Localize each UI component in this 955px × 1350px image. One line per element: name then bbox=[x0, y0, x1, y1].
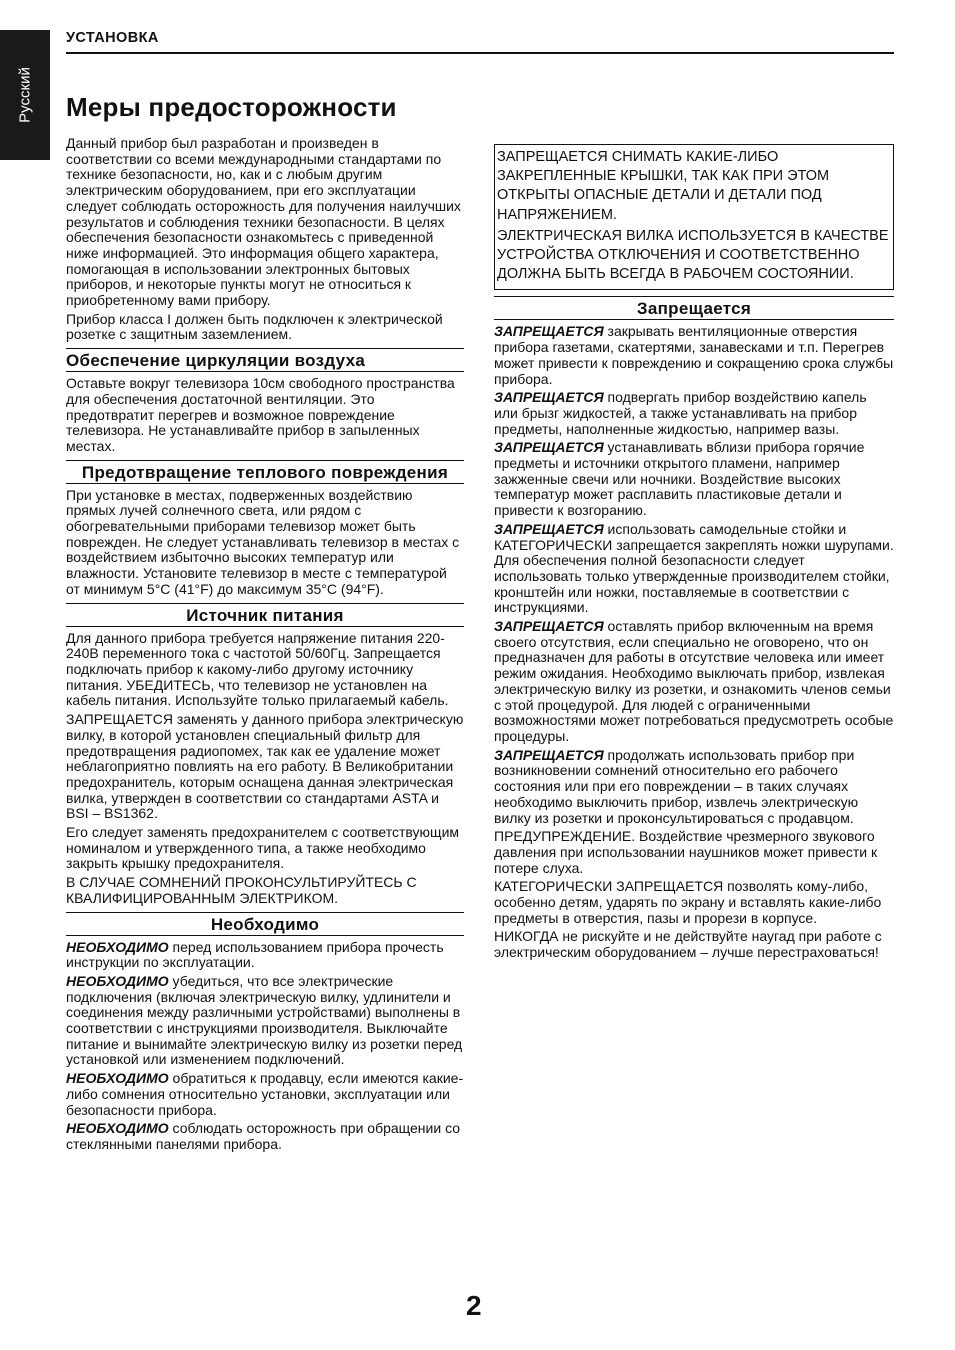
required-item bbox=[66, 1121, 464, 1152]
warning-text: ЭЛЕКТРИЧЕСКАЯ ВИЛКА ИСПОЛЬЗУЕТСЯ В КАЧЕСТВЕ УСТРОЙСТВА ОТКЛЮЧЕНИЯ И СООТВЕТСТВЕННО ДОЛЖНА БЫТЬ ВСЕГДА В РАБОЧЕМ СОСТОЯНИИ. bbox=[497, 227, 889, 283]
forbidden-keyword: ЗАПРЕЩАЕТСЯ bbox=[494, 746, 604, 763]
forbidden-text: продолжать использовать прибор при возникновении сомнений относительно его рабочего состояния или при его повреждении – в таких случаях необходимо выключить прибор, извлечь электрическую вилку из розетки и проконсультироваться с продавцом. bbox=[494, 746, 859, 826]
required-text: перед использованием прибора прочесть инструкции по эксплуатации. bbox=[66, 938, 444, 971]
required-keyword: НЕОБХОДИМО bbox=[66, 1070, 169, 1087]
forbidden-text: оставлять прибор включенным на время своего отсутствия, если специально не оговорено, что он предназначен для работы в отсутствие человека или имеет режим ожидания. Необходимо выключать прибор, извлекая электрическую вилку из розетки, и ознакомить членов семьи с этой процедурой. Для людей с ограниченными возможностями может потребоваться предусмотреть особые процедуры. bbox=[494, 618, 894, 744]
air-text: Оставьте вокруг телевизора 10см свободного пространства для обеспечения достаточной вентиляции. Это предотвратит перегрев и возможное повреждение телевизора. Не устанавливайте прибор в запыленных местах. bbox=[66, 375, 455, 454]
power-paragraph: Его следует заменять предохранителем с соответствующим номиналом и утвержденного типа, а также необходимо закрыть крышку предохранителя. bbox=[66, 824, 460, 872]
power-paragraph: ЗАПРЕЩАЕТСЯ заменять у данного прибора электрическую вилку, в которой установлен специальный фильтр для предотвращения радиопомех, так как ее удаление может неблагоприятно повлиять на его работу. В Великобритании предохранитель, которым оснащена данная электрическая вилка, утвержден в соответствии со стандартами ASTA и BSI – BS1362. bbox=[66, 711, 464, 822]
forbidden-text: устанавливать вблизи прибора горячие предметы и источники открытого пламени, например зажженные свечи или ночники. Воздействие высоких температур может расплавить пластиковые детали и привести к возгоранию. bbox=[494, 439, 865, 519]
forbidden-item bbox=[494, 390, 894, 437]
language-tab-label: Русский bbox=[16, 67, 34, 123]
forbidden-item bbox=[494, 619, 894, 745]
forbidden-extra: ПРЕДУПРЕЖДЕНИЕ. Воздействие чрезмерного звукового давления при использовании наушников может привести к потере слуха. bbox=[494, 828, 878, 876]
forbidden-keyword: ЗАПРЕЩАЕТСЯ bbox=[494, 323, 604, 340]
left-column bbox=[66, 136, 464, 1156]
warning-box bbox=[494, 144, 894, 290]
air-heading: Обеспечение циркуляции воздуха bbox=[66, 348, 464, 372]
forbidden-keyword: ЗАПРЕЩАЕТСЯ bbox=[494, 618, 604, 635]
forbidden-item bbox=[494, 324, 894, 387]
right-column bbox=[494, 144, 894, 964]
forbidden-item bbox=[494, 440, 894, 519]
forbidden-text: закрывать вентиляционные отверстия прибора газетами, скатертями, занавесками и т.п. Перегрев может привести к повреждению и сокращению срока службы прибора. bbox=[494, 323, 894, 387]
required-keyword: НЕОБХОДИМО bbox=[66, 972, 169, 989]
required-item bbox=[66, 940, 464, 971]
heat-text: При установке в местах, подверженных воздействию прямых лучей солнечного света, или рядом с обогревательными приборами телевизор может быть поврежден. Не следует устанавливать телевизор в местах с воздействием избыточно высоких температур или влажности. Установите телевизор в месте с температурой от минимум 5°C (41°F) до максимум 35°C (94°F). bbox=[66, 486, 460, 597]
forbidden-text: подвергать прибор воздействию капель или брызг жидкостей, а также устанавливать на прибор предметы, наполненные жидкостью, например вазы. bbox=[494, 389, 867, 437]
power-heading: Источник питания bbox=[66, 603, 464, 627]
forbidden-keyword: ЗАПРЕЩАЕТСЯ bbox=[494, 389, 604, 406]
heat-heading: Предотвращение теплового повреждения bbox=[66, 460, 464, 484]
intro-paragraph: Данный прибор был разработан и произведен в соответствии со всеми международными стандартами по технике безопасности, но, как и с любым другим электрическим оборудованием, при его эксплуатации следует соблюдать осторожность для получения наилучших результатов и соблюдения техники безопасности. В целях обеспечения безопасности ознакомьтесь с приведенной ниже информацией. Это информация общего характера, помогающая в использовании электронных бытовых приборов, и некоторые пункты могут не относиться к приобретенному вами прибору. bbox=[66, 135, 461, 309]
forbidden-keyword: ЗАПРЕЩАЕТСЯ bbox=[494, 439, 604, 456]
required-text: соблюдать осторожность при обращении со стеклянными панелями прибора. bbox=[66, 1120, 461, 1152]
forbidden-item bbox=[494, 748, 894, 827]
required-keyword: НЕОБХОДИМО bbox=[66, 938, 169, 955]
section-header: УСТАНОВКА bbox=[66, 30, 159, 46]
language-tab bbox=[0, 30, 50, 160]
required-keyword: НЕОБХОДИМО bbox=[66, 1120, 169, 1137]
intro-paragraph: Прибор класса I должен быть подключен к электрической розетке с защитным заземлением. bbox=[66, 310, 443, 343]
required-text: обратиться к продавцу, если имеются какие-либо сомнения относительно установки, эксплуатации или безопасности прибора. bbox=[66, 1070, 464, 1118]
header-rule bbox=[66, 52, 894, 54]
warning-text: ЗАПРЕЩАЕТСЯ СНИМАТЬ КАКИЕ-ЛИБО ЗАКРЕПЛЕННЫЕ КРЫШКИ, ТАК КАК ПРИ ЭТОМ ОТКРЫТЫ ОПАСНЫЕ ДЕТАЛИ И ДЕТАЛИ ПОД НАПРЯЖЕНИЕМ. bbox=[497, 149, 830, 223]
page-number: 2 bbox=[466, 1290, 482, 1321]
forbidden-item bbox=[494, 522, 894, 616]
forbidden-text: использовать самодельные стойки и КАТЕГОРИЧЕСКИ запрещается закреплять ножки шурупами. Для обеспечения полной безопасности следует использовать только утвержденные производителем стойки, кронштейн или ножки, поставляемые в соответствии с инструкциями. bbox=[494, 520, 894, 616]
forbidden-extra: КАТЕГОРИЧЕСКИ ЗАПРЕЩАЕТСЯ позволять кому-либо, особенно детям, ударять по экрану и вставлять какие-либо предметы в отверстия, пазы и прорези в корпусе. bbox=[494, 878, 882, 926]
forbidden-keyword: ЗАПРЕЩАЕТСЯ bbox=[494, 520, 604, 537]
power-paragraph: В СЛУЧАЕ СОМНЕНИЙ ПРОКОНСУЛЬТИРУЙТЕСЬ С КВАЛИФИЦИРОВАННЫМ ЭЛЕКТРИКОМ. bbox=[66, 874, 417, 906]
forbidden-heading: Запрещается bbox=[494, 296, 894, 320]
required-item bbox=[66, 1071, 464, 1118]
forbidden-extra: НИКОГДА не рискуйте и не действуйте наугад при работе с электрическим оборудованием – лучше перестраховаться! bbox=[494, 928, 882, 961]
page-title: Меры предосторожности bbox=[66, 92, 397, 122]
power-paragraph: Для данного прибора требуется напряжение питания 220-240В переменного тока с частотой 50/60Гц. Запрещается подключать прибор к какому-либо другому источнику питания. УБЕДИТЕСЬ, что телевизор не установлен на кабель питания. Используйте только прилагаемый кабель. bbox=[66, 629, 449, 709]
required-heading: Необходимо bbox=[66, 912, 464, 936]
required-item bbox=[66, 974, 464, 1068]
required-text: убедиться, что все электрические подключения (включая электрическую вилку, удлинители и соединения между различными устройствами) выполнены в соответствии с инструкциями производителя. Выключайте питание и вынимайте электрическую вилку из розетки перед установкой или изменением подключений. bbox=[66, 972, 463, 1068]
